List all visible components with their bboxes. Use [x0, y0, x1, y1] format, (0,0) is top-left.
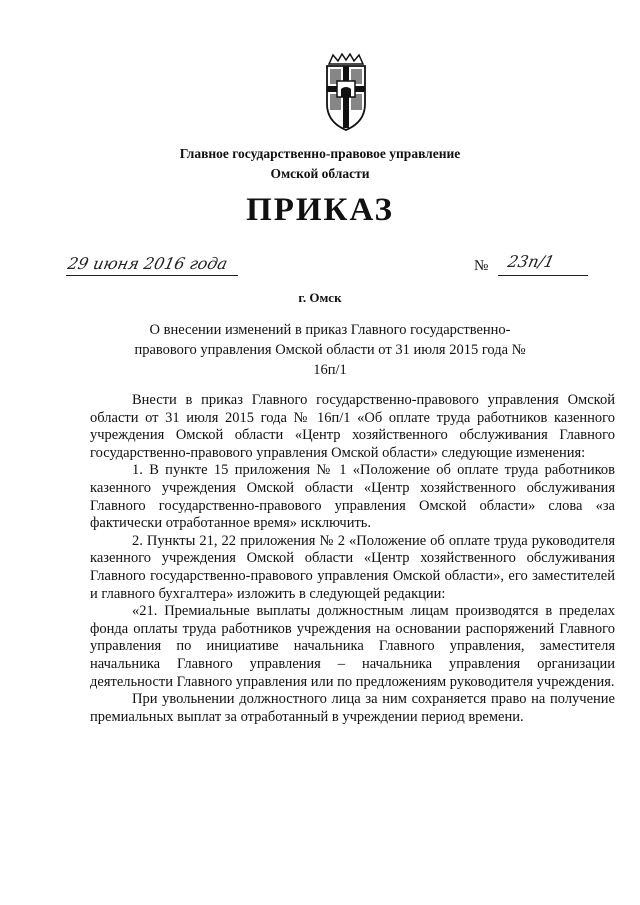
- body-paragraph: «21. Премиальные выплаты должностным лицам производятся в пределах фонда оплаты труда работников учреждения на основании распоряжений Главного управления по инициативе начальника Главного управления, заместителя начальника Главного управления – начальника управления организации деятельности Главного управления или по предложениям руководителя учреждения.: [90, 603, 615, 690]
- organization-region: Омской области: [270, 166, 370, 181]
- coat-of-arms-icon: [321, 52, 371, 132]
- document-date: 29 июня 2016 года: [65, 254, 230, 273]
- body-paragraph: Внести в приказ Главного государственно-правового управления Омской области от 31 июля 2015 года № 16п/1 «Об оплате труда работников казенного учреждения Омской области «Центр хозяйственного обслуживания Главного государственно-правового управления Омской области» следующие изменения:: [90, 392, 615, 461]
- document-number: 23п/1: [505, 252, 557, 271]
- document-city: г. Омск: [298, 290, 342, 305]
- document-body: [90, 392, 615, 726]
- body-paragraph: При увольнении должностного лица за ним сохраняется право на получение премиальных выплат за отработанный в учреждении период времени.: [90, 691, 615, 725]
- body-paragraph: 2. Пункты 21, 22 приложения № 2 «Положение об оплате труда руководителя казенного учреждения Омской области «Центр хозяйственного обслуживания Главного государственно-правового управления Омской области», его заместителей и главного бухгалтера» изложить в следующей редакции:: [90, 532, 615, 602]
- document-subject: О внесении изменений в приказ Главного государственно-правового управления Омской области от 31 июля 2015 года № 16п/1: [134, 322, 526, 378]
- number-underline: [498, 275, 588, 276]
- body-paragraph: 1. В пункте 15 приложения № 1 «Положение об оплате труда работников казенного учреждения Омской области «Центр хозяйственного обслуживания Главного государственно-правового управления Омской области» слова «за фактически отработанное время» исключить.: [90, 462, 615, 532]
- document-title: ПРИКАЗ: [246, 192, 394, 228]
- organization-name: Главное государственно-правовое управление: [179, 146, 461, 161]
- number-sign: №: [474, 258, 489, 274]
- date-underline: [66, 275, 238, 276]
